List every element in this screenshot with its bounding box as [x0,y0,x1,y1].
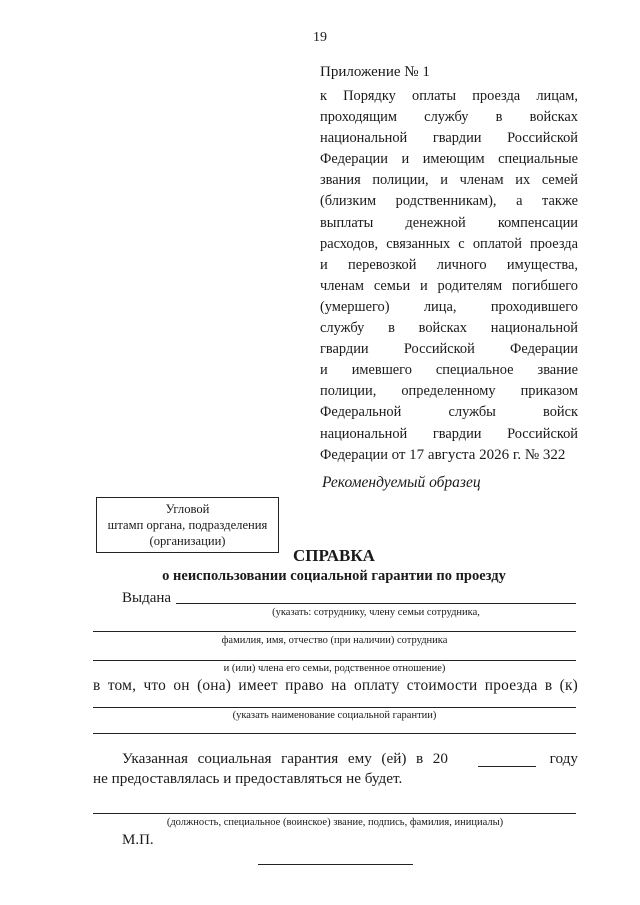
seal-place-label: М.П. [122,832,154,848]
annex-last-line-start: Федерации [320,446,388,463]
annex-last-line [320,445,578,466]
guarantee-caption: (указать наименование социальной гарантии) [232,710,437,721]
right-statement: в том, что он (она) имеет право на оплату стоимости проезда в (к) [93,677,578,694]
annex-line: членам семьи и родителям погибшего [320,277,578,294]
signature-line [93,813,576,814]
name-caption: фамилия, имя, отчество (при наличии) сотрудника [221,635,448,646]
guarantee-line-2 [93,733,576,734]
annex-line: расходов, связанных с оплатой проезда [320,235,578,252]
annex-line: проходящим службу в войсках [320,109,578,126]
annex-title: Приложение № 1 [320,64,430,80]
corner-stamp-box [96,497,279,553]
order-date: от 17 августа 2026 г. № 322 [391,446,566,463]
annex-line: и перевозкой личного имущества, [320,256,578,273]
document-title: СПРАВКА [293,546,375,565]
document-subtitle: о неиспользовании социальной гарантии по проезду [162,568,506,584]
year-blank-line [478,766,536,767]
annex-line: (умершего) лица, проходившего [320,298,578,315]
annex-line: национальной гвардии Российской [320,425,578,442]
annex-line: и имевшего специальное звание [320,362,578,379]
annex-line: национальной гвардии Российской [320,130,578,147]
annex-line: полиции, определенному приказом [320,383,578,400]
recipient-caption: (указать: сотруднику, члену семьи сотрудника, [272,607,480,618]
annex-line: (близким родственникам), а также [320,193,578,210]
guarantee-suffix: году [549,750,578,767]
annex-line: гвардии Российской Федерации [320,341,578,358]
page-number: 19 [313,30,327,45]
recipient-line-3 [93,660,576,661]
issued-label: Выдана [122,590,172,606]
stamp-line: (организации) [149,534,226,548]
annex-line: службу в войсках национальной [320,320,578,337]
issued-to-line [176,603,576,604]
signature-caption: (должность, специальное (воинское) звание, подпись, фамилия, инициалы) [166,817,504,828]
relation-caption: и (или) члена его семьи, родственное отношение) [223,663,446,674]
recipient-line-2 [93,631,576,632]
not-provided-text: не предоставлялась и предоставляться не будет. [93,770,403,787]
stamp-line: Угловой [165,502,210,516]
guarantee-line [93,707,576,708]
annex-line: к Порядку оплаты проезда лицам, [320,88,578,104]
guarantee-prefix: Указанная социальная гарантия ему (ей) в 20 [122,750,448,767]
annex-line: звания полиции, и членам их семей [320,172,578,189]
annex-line: выплаты денежной компенсации [320,214,578,231]
bottom-rule [258,864,413,865]
annex-text [320,86,578,466]
annex-line: Федеральной службы войск [320,404,578,421]
recommended-sample-label: Рекомендуемый образец [322,474,481,491]
annex-line: Федерации и имеющим специальные [320,151,578,168]
stamp-line: штамп органа, подразделения [107,518,268,532]
